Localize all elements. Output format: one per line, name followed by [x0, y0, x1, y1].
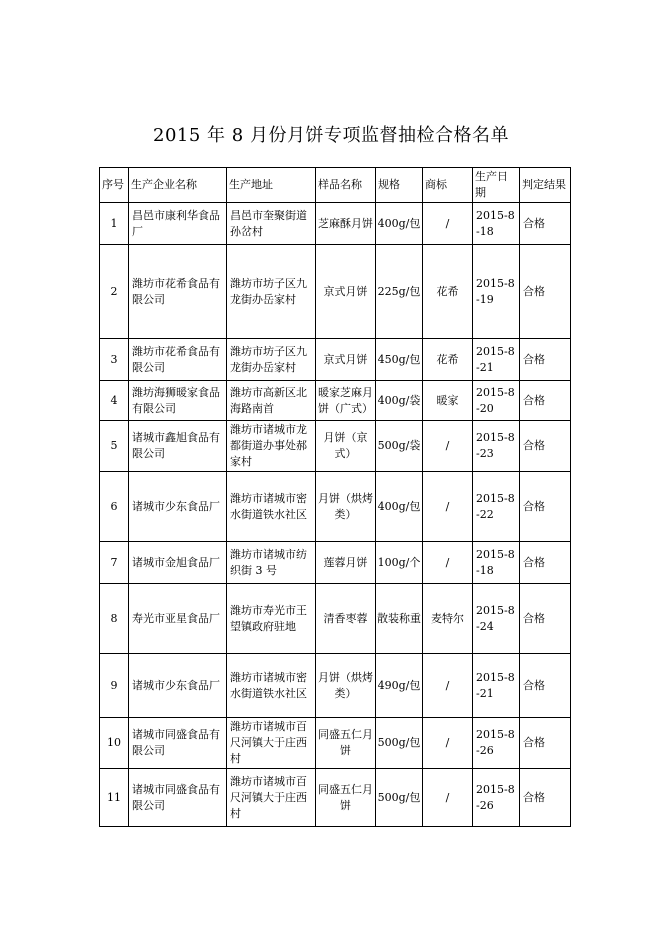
- sample-name-cell: 同盛五仁月饼: [316, 718, 376, 769]
- header-cell: 样品名称: [316, 168, 376, 203]
- address-cell: 潍坊市诸城市百尺河镇大于庄西村: [227, 769, 316, 827]
- spec-cell: 100g/个: [376, 542, 423, 584]
- production-date-cell: 2015-8-24: [473, 584, 520, 654]
- row-number-cell: 6: [100, 472, 129, 542]
- brand-cell: /: [423, 718, 473, 769]
- production-date-cell: 2015-8-26: [473, 718, 520, 769]
- result-cell: 合格: [520, 769, 571, 827]
- result-cell: 合格: [520, 542, 571, 584]
- result-cell: 合格: [520, 654, 571, 718]
- production-date-cell: 2015-8-21: [473, 339, 520, 381]
- result-cell: 合格: [520, 245, 571, 339]
- row-number-cell: 10: [100, 718, 129, 769]
- row-number-cell: 2: [100, 245, 129, 339]
- production-date-cell: 2015-8-26: [473, 769, 520, 827]
- sample-name-cell: 月饼（烘烤类）: [316, 472, 376, 542]
- header-cell: 商标: [423, 168, 473, 203]
- address-cell: 潍坊市坊子区九龙街办岳家村: [227, 245, 316, 339]
- brand-cell: /: [423, 421, 473, 472]
- table-row: [100, 542, 571, 584]
- table-row: [100, 339, 571, 381]
- header-cell: 生产地址: [227, 168, 316, 203]
- company-name-cell: 诸城市金旭食品厂: [129, 542, 227, 584]
- address-cell: 昌邑市奎聚街道孙岔村: [227, 203, 316, 245]
- company-name-cell: 诸城市少东食品厂: [129, 654, 227, 718]
- sample-name-cell: 清香枣蓉: [316, 584, 376, 654]
- result-cell: 合格: [520, 339, 571, 381]
- spec-cell: 400g/包: [376, 203, 423, 245]
- row-number-cell: 1: [100, 203, 129, 245]
- company-name-cell: 潍坊市花希食品有限公司: [129, 245, 227, 339]
- brand-cell: 花希: [423, 339, 473, 381]
- table-row: [100, 203, 571, 245]
- result-cell: 合格: [520, 584, 571, 654]
- address-cell: 潍坊市诸城市百尺河镇大于庄西村: [227, 718, 316, 769]
- brand-cell: /: [423, 472, 473, 542]
- table-row: [100, 421, 571, 472]
- table-row: [100, 654, 571, 718]
- sample-name-cell: 芝麻酥月饼: [316, 203, 376, 245]
- result-cell: 合格: [520, 381, 571, 421]
- spec-cell: 400g/袋: [376, 381, 423, 421]
- address-cell: 潍坊市寿光市王望镇政府驻地: [227, 584, 316, 654]
- table-row: [100, 769, 571, 827]
- company-name-cell: 潍坊市花希食品有限公司: [129, 339, 227, 381]
- production-date-cell: 2015-8-20: [473, 381, 520, 421]
- sample-name-cell: 莲蓉月饼: [316, 542, 376, 584]
- production-date-cell: 2015-8-23: [473, 421, 520, 472]
- row-number-cell: 11: [100, 769, 129, 827]
- brand-cell: /: [423, 203, 473, 245]
- row-number-cell: 3: [100, 339, 129, 381]
- table-row: [100, 584, 571, 654]
- brand-cell: /: [423, 769, 473, 827]
- sample-name-cell: 京式月饼: [316, 245, 376, 339]
- header-cell: 判定结果: [520, 168, 571, 203]
- result-cell: 合格: [520, 472, 571, 542]
- result-cell: 合格: [520, 421, 571, 472]
- row-number-cell: 7: [100, 542, 129, 584]
- company-name-cell: 诸城市同盛食品有限公司: [129, 718, 227, 769]
- production-date-cell: 2015-8-21: [473, 654, 520, 718]
- page-title: 2015 年 8 月份月饼专项监督抽检合格名单: [153, 125, 509, 146]
- brand-cell: 花希: [423, 245, 473, 339]
- row-number-cell: 5: [100, 421, 129, 472]
- address-cell: 潍坊市诸城市龙都街道办事处郝家村: [227, 421, 316, 472]
- row-number-cell: 9: [100, 654, 129, 718]
- sample-name-cell: 月饼（京式）: [316, 421, 376, 472]
- table-row: [100, 718, 571, 769]
- spec-cell: 500g/包: [376, 718, 423, 769]
- production-date-cell: 2015-8-19: [473, 245, 520, 339]
- table-row: [100, 472, 571, 542]
- sample-name-cell: 京式月饼: [316, 339, 376, 381]
- production-date-cell: 2015-8-22: [473, 472, 520, 542]
- company-name-cell: 昌邑市康利华食品厂: [129, 203, 227, 245]
- company-name-cell: 诸城市少东食品厂: [129, 472, 227, 542]
- address-cell: 潍坊市高新区北海路南首: [227, 381, 316, 421]
- inspection-table: [99, 167, 571, 827]
- table-header-row: [100, 168, 571, 203]
- result-cell: 合格: [520, 203, 571, 245]
- spec-cell: 散装称重: [376, 584, 423, 654]
- address-cell: 潍坊市坊子区九龙街办岳家村: [227, 339, 316, 381]
- sample-name-cell: 同盛五仁月饼: [316, 769, 376, 827]
- brand-cell: 暖家: [423, 381, 473, 421]
- production-date-cell: 2015-8-18: [473, 542, 520, 584]
- company-name-cell: 潍坊海狮暖家食品有限公司: [129, 381, 227, 421]
- header-cell: 生产日期: [473, 168, 520, 203]
- table-row: [100, 381, 571, 421]
- address-cell: 潍坊市诸城市纺织街 3 号: [227, 542, 316, 584]
- spec-cell: 500g/袋: [376, 421, 423, 472]
- spec-cell: 225g/包: [376, 245, 423, 339]
- brand-cell: /: [423, 654, 473, 718]
- address-cell: 潍坊市诸城市密水街道铁水社区: [227, 472, 316, 542]
- company-name-cell: 寿光市亚星食品厂: [129, 584, 227, 654]
- table-row: [100, 245, 571, 339]
- address-cell: 潍坊市诸城市密水街道铁水社区: [227, 654, 316, 718]
- row-number-cell: 8: [100, 584, 129, 654]
- spec-cell: 490g/包: [376, 654, 423, 718]
- row-number-cell: 4: [100, 381, 129, 421]
- sample-name-cell: 暖家芝麻月饼（广式）: [316, 381, 376, 421]
- spec-cell: 450g/包: [376, 339, 423, 381]
- brand-cell: /: [423, 542, 473, 584]
- brand-cell: 麦特尔: [423, 584, 473, 654]
- header-cell: 规格: [376, 168, 423, 203]
- company-name-cell: 诸城市鑫旭食品有限公司: [129, 421, 227, 472]
- spec-cell: 500g/包: [376, 769, 423, 827]
- header-cell: 生产企业名称: [129, 168, 227, 203]
- sample-name-cell: 月饼（烘烤类）: [316, 654, 376, 718]
- result-cell: 合格: [520, 718, 571, 769]
- spec-cell: 400g/包: [376, 472, 423, 542]
- header-cell: 序号: [100, 168, 129, 203]
- company-name-cell: 诸城市同盛食品有限公司: [129, 769, 227, 827]
- production-date-cell: 2015-8-18: [473, 203, 520, 245]
